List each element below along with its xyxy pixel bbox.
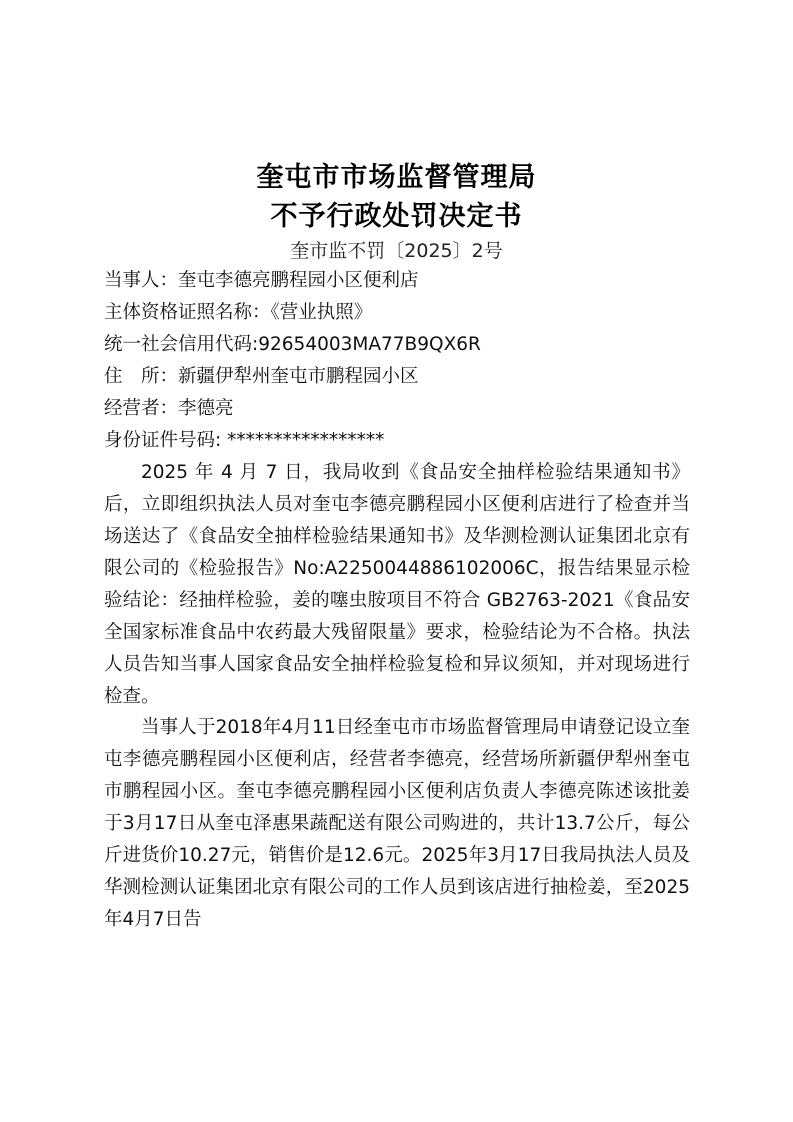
document-title-line1: 奎屯市市场监督管理局 [256,162,537,193]
credit-code: 统一社会信用代码:92654003MA77B9QX6R [104,334,481,355]
body-paragraph-1: 2025 年 4 月 7 日，我局收到《食品安全抽样检验结果通知书》后，立即组织执法人员对奎屯李德亮鹏程园小区便利店进行了检查并当场送达了《食品安全抽样检验结果通知书》及华测检测认证集团北京有限公司的《检验报告》No:A2250044886102006C，报告结果显示检验结论：经抽样检验，姜的噻虫胺项目不符合 GB2763-2021《食品安全国家标准食品中农药最大残留限量》要求，检验结论为不合格。执法人员告知当事人国家食品安全抽样检验复检和异议须知，并对现场进行检查。 [104,462,690,707]
document-title-line2: 不予行政处罚决定书 [270,201,523,232]
license-name: 主体资格证照名称：《营业执照》 [104,302,373,323]
party-name: 当事人：奎屯李德亮鹏程园小区便利店 [104,270,419,291]
address: 住 所：新疆伊犁州奎屯市鹏程园小区 [104,366,419,387]
operator: 经营者：李德亮 [104,398,234,419]
document-number: 奎市监不罚〔2025〕2号 [290,240,503,262]
id-number: 身份证件号码: ***************** [104,430,385,451]
body-paragraph-2: 当事人于2018年4月11日经奎屯市市场监督管理局申请登记设立奎屯李德亮鹏程园小区便利店，经营者李德亮，经营场所新疆伊犁州奎屯市鹏程园小区。奎屯李德亮鹏程园小区便利店负责人李德亮陈述该批姜于3月17日从奎屯泽惠果蔬配送有限公司购进的，共计13.7公斤，每公斤进货价10.27元，销售价是12.6元。2025年3月17日我局执法人员及华测检测认证集团北京有限公司的工作人员到该店进行抽检姜，至2025年4月7日告 [104,717,690,930]
